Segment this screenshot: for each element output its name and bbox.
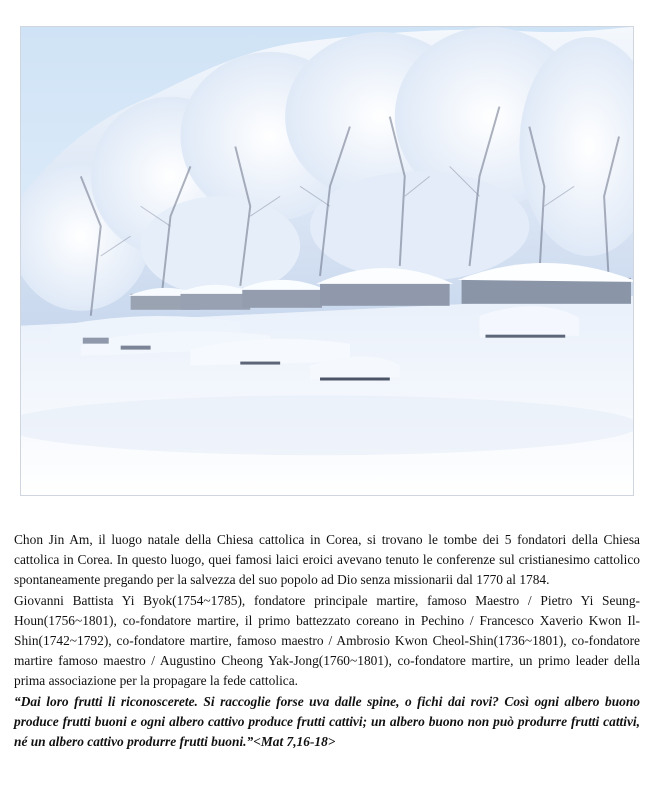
snow-cemetery-photo [20,26,634,496]
article-text [14,530,640,752]
snow-cemetery-image [21,27,633,495]
bible-quote: “Dai loro frutti li riconoscerete. Si raccoglie forse uva dalle spine, o fichi dai rovi? Così ogni albero buono produce frutti buoni e ogni albero cattivo produce frutti cattivi; un albero buono non può produrre frutti cattivi, né un albero cattivo produrre frutti buoni.”<Mat 7,16-18> [14,693,640,750]
founders-paragraph: Giovanni Battista Yi Byok(1754~1785), fondatore principale martire, famoso Maestro / Pietro Yi Seung-Houn(1756~1801), co-fondatore martire, il primo battezzato coreano in Pechino / Francesco Xaverio Kwon Il-Shin(1742~1792), co-fondatore martire, famoso maestro / Ambrosio Kwon Cheol-Shin(1736~1801), co-fondatore martire famoso maestro / Augustino Cheong Yak-Jong(1760~1801), co-fondatore martire, un primo leader della prima associazione per la propagare la fede cattolica. [14,592,640,689]
intro-paragraph: Chon Jin Am, il luogo natale della Chiesa cattolica in Corea, si trovano le tombe dei 5 fondatori della Chiesa cattolica in Corea. In questo luogo, quei famosi laici eroici avevano tenuto le conferenze sul cristianesimo cattolico spontaneamente pregando per la salvezza del suo popolo ad Dio senza missionarii dal 1770 al 1784. [14,532,640,588]
